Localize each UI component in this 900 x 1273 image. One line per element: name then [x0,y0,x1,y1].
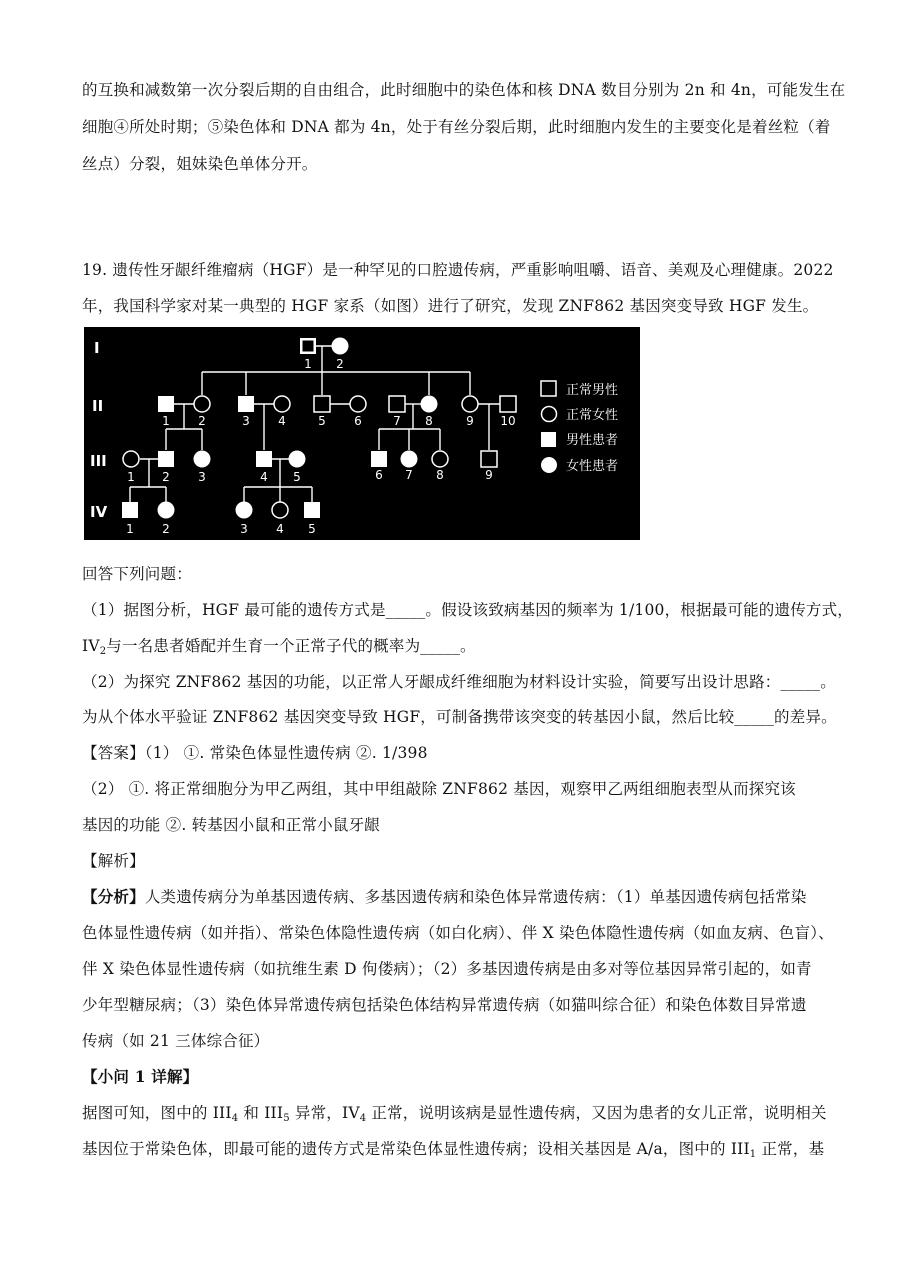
label-i1: 1 [304,357,312,371]
sub-4: 4 [231,1113,239,1124]
gen-label-iv: IV [90,503,108,521]
answer-line-1: 【答案】（1） ①. 常染色体显性遗传病 ②. 1/398 [82,744,428,762]
iv-sub: 2 [99,646,107,657]
pedigree-iv4-normal-female [272,502,288,518]
pedigree-iv2-affected-female [158,502,175,519]
label-ii1: 1 [162,414,170,428]
label-iv4: 4 [276,522,284,536]
pedigree-iii8-normal-female [432,451,448,467]
q2-line-2: 为从个体水平验证 ZNF862 基因突变导致 HGF，可制备携带该突变的转基因小鼠，然后比较_____的差异。 [82,708,837,726]
iv-roman: IV [82,637,100,655]
detail-seg-2: 和 III [238,1104,284,1122]
q1-line-2 [82,634,476,657]
pedigree-ii2-normal-female [194,396,210,412]
analysis-line-1 [82,885,807,907]
label-ii4: 4 [278,414,286,428]
pedigree-ii4-normal-female [274,396,290,412]
pedigree-ii6-normal-female [350,396,366,412]
text-line-2: 细胞④所处时期；⑤染色体和 DNA 都为 4n，处于有丝分裂后期，此时细胞内发生的主要变化是着丝粒（着 [82,118,831,136]
legend-affected-male-label: 男性患者 [566,433,619,448]
label-ii2: 2 [198,414,206,428]
detail-line-2 [82,1137,824,1160]
q1-line-1: （1）据图分析，HGF 最可能的遗传方式是_____。假设该致病基因的频率为 1/100，根据最可能的遗传方式， [82,601,853,619]
label-iv1: 1 [126,522,134,536]
pedigree-ii8-affected-female [421,396,438,413]
pedigree-chart [84,327,640,540]
pedigree-ii5-normal-male [314,396,330,412]
detail-seg-1: 据图可知，图中的 III [82,1104,232,1122]
question-19-line-1: 19. 遗传性牙龈纤维瘤病（HGF）是一种罕见的口腔遗传病，严重影响咀嚼、语音、美观及心理健康。2022 [82,261,834,279]
sub-1: 1 [749,1149,757,1160]
detail-line-1 [82,1101,827,1124]
q2-line-1: （2）为探究 ZNF862 基因的功能，以正常人牙龈成纤维细胞为材料设计实验，简要写出设计思路：_____。 [82,673,836,691]
legend-normal-male-label: 正常男性 [566,383,619,398]
label-iii4: 4 [260,470,268,484]
analysis-line-4: 少年型糖尿病；（3）染色体异常遗传病包括染色体结构异常遗传病（如猫叫综合征）和染色体数目异常遗 [82,996,807,1014]
pedigree-iii3-affected-female [194,451,211,468]
label-ii8: 8 [425,414,433,428]
detail-seg-4: 正常，说明该病是显性遗传病，又因为患者的女儿正常，说明相关 [366,1104,827,1122]
detail-seg-3: 异常，IV [289,1104,360,1122]
pedigree-iv1-affected-male [122,502,138,518]
pedigree-iv3-affected-female [236,502,253,519]
legend-affected-female-icon [541,457,557,473]
label-iii2: 2 [162,470,170,484]
pedigree-legend [541,381,618,474]
pedigree-ii10-normal-male [500,396,516,412]
analysis-line-5: 传病（如 21 三体综合征） [82,1032,270,1050]
pedigree-iii7-affected-female [401,451,418,468]
legend-normal-female-icon [542,407,557,422]
pedigree-iii6-affected-male [371,451,387,467]
detail-seg-5: 基因位于常染色体，即最可能的遗传方式是常染色体显性遗传病；设相关基因是 A/a，图中的 III [82,1140,750,1158]
pedigree-lines [130,346,500,502]
label-i2: 2 [336,357,344,371]
label-iv5: 5 [308,522,316,536]
label-ii7: 7 [393,414,401,428]
label-iii9: 9 [485,468,493,482]
analysis-line-3: 伴 X 染色体显性遗传病（如抗维生素 D 佝偻病）；（2）多基因遗传病是由多对等位基因异常引起的，如青 [82,960,812,978]
detail-seg-6: 正常，基 [756,1140,825,1158]
gen-label-iii: III [90,452,107,470]
label-iii1: 1 [127,470,135,484]
analysis-heading: 【解析】 [82,852,145,870]
label-iii6: 6 [375,468,383,482]
label-iii7: 7 [405,468,413,482]
pedigree-iii4-affected-male [256,451,272,467]
gen-label-ii: II [92,397,104,415]
label-iii8: 8 [436,468,444,482]
pedigree-i2-affected-female [332,338,349,355]
label-iv3: 3 [240,522,248,536]
pedigree-ii1-affected-male [158,396,174,412]
sub-5: 5 [283,1113,290,1124]
pedigree-iii1-normal-female [123,451,139,467]
pedigree-iii9-normal-male [481,451,497,467]
label-ii9: 9 [466,414,474,428]
pedigree-ii9-normal-female [462,396,478,412]
pedigree-iii5-affected-female [289,451,306,468]
legend-affected-male-icon [541,432,556,447]
analysis-line-1-text: 人类遗传病分为单基因遗传病、多基因遗传病和染色体异常遗传病：（1）单基因遗传病包括常染 [144,888,807,906]
subquestion-1-heading: 【小问 1 详解】 [82,1067,199,1086]
legend-normal-male-icon [541,381,556,396]
label-ii5: 5 [318,414,326,428]
label-iv2: 2 [162,522,170,536]
text-line-3: 丝点）分裂，姐妹染色单体分开。 [82,155,318,173]
pedigree-iii2-affected-male [158,451,174,467]
pedigree-iv5-affected-male [304,502,320,518]
label-iii5: 5 [293,470,301,484]
sub-4b: 4 [359,1113,367,1124]
answer-line-2: （2） ①. 将正常细胞分为甲乙两组，其中甲组敲除 ZNF862 基因，观察甲乙两组细胞表型从而探究该 [82,780,796,798]
answer-prompt: 回答下列问题： [82,565,192,583]
question-19-line-2: 年，我国科学家对某一典型的 HGF 家系（如图）进行了研究，发现 ZNF862 基因突变导致 HGF 发生。 [82,297,819,315]
legend-normal-female-label: 正常女性 [566,408,619,423]
pedigree-ii3-affected-male [238,396,254,412]
label-ii10: 10 [500,414,516,428]
label-ii6: 6 [354,414,362,428]
legend-affected-female-label: 女性患者 [566,459,619,474]
analysis-line-2: 色体显性遗传病（如并指）、常染色体隐性遗传病（如白化病）、伴 X 染色体隐性遗传病（如血友病、色盲）、 [82,924,834,942]
gen-label-i: I [94,339,100,357]
label-ii3: 3 [242,414,250,428]
q1-line-2-text: 与一名患者婚配并生育一个正常子代的概率为_____。 [106,637,476,655]
analysis-label: 【分析】 [82,887,145,906]
answer-line-3: 基因的功能 ②. 转基因小鼠和正常小鼠牙龈 [82,816,380,834]
label-iii3: 3 [198,470,206,484]
pedigree-ii7-normal-male [389,396,405,412]
text-line-1: 的互换和减数第一次分裂后期的自由组合，此时细胞中的染色体和核 DNA 数目分别为 2n 和 4n，可能发生在 [82,81,846,99]
